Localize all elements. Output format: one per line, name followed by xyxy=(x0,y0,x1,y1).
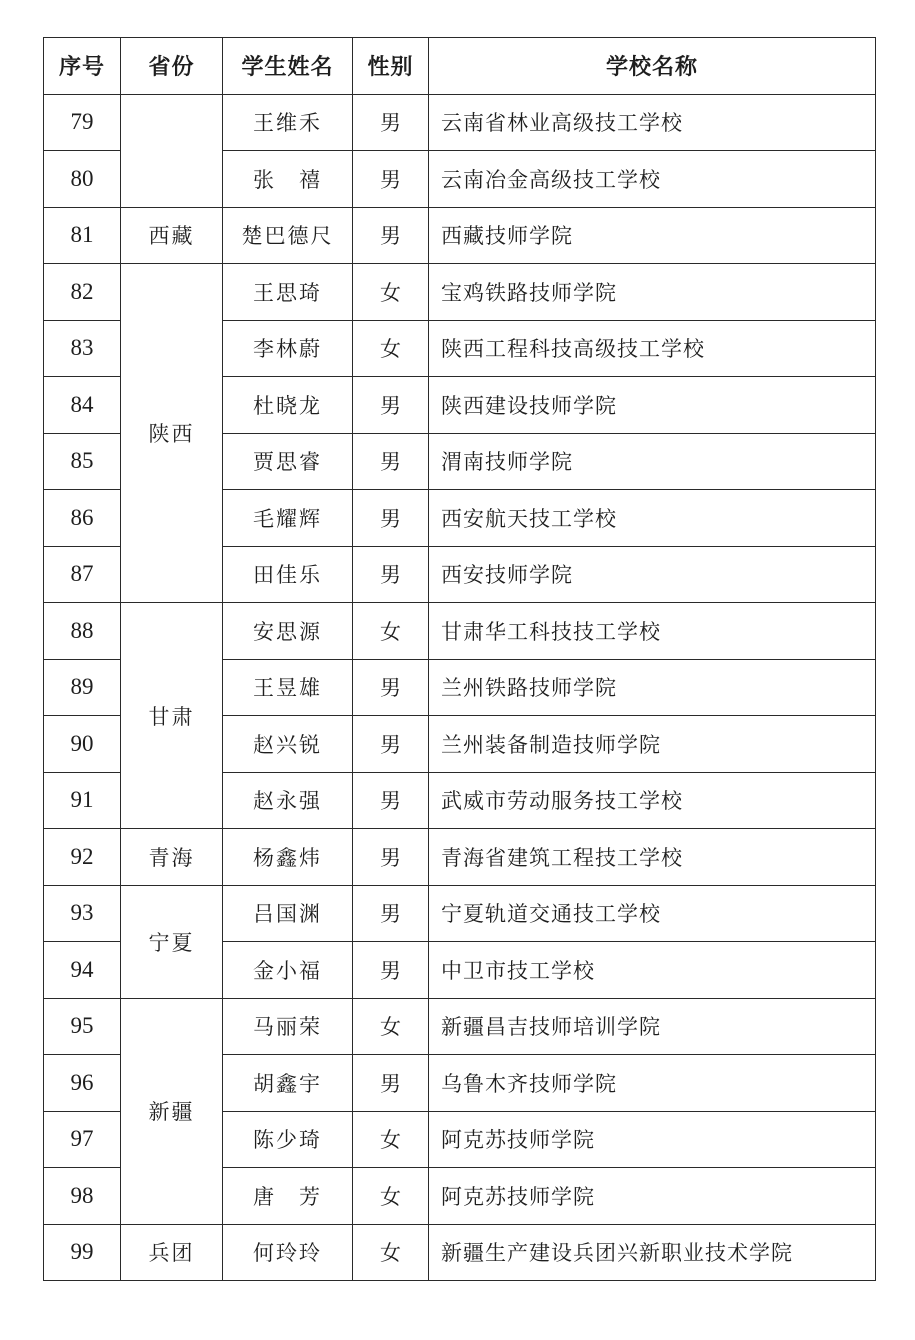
gender-cell: 男 xyxy=(353,94,429,151)
school-name: 兰州铁路技师学院 xyxy=(429,659,876,716)
school-name: 宁夏轨道交通技工学校 xyxy=(429,885,876,942)
gender-cell: 男 xyxy=(353,659,429,716)
student-name: 金小福 xyxy=(223,942,353,999)
header-row xyxy=(44,38,876,95)
school-name: 陕西工程科技高级技工学校 xyxy=(429,320,876,377)
table-row xyxy=(44,207,876,264)
row-number: 89 xyxy=(44,659,121,716)
student-name: 陈少琦 xyxy=(223,1111,353,1168)
gender-cell: 男 xyxy=(353,546,429,603)
school-name: 云南省林业高级技工学校 xyxy=(429,94,876,151)
gender-cell: 男 xyxy=(353,490,429,547)
gender-cell: 男 xyxy=(353,207,429,264)
table-row xyxy=(44,885,876,942)
row-number: 84 xyxy=(44,377,121,434)
province-cell: 陕西 xyxy=(121,264,223,603)
school-name: 渭南技师学院 xyxy=(429,433,876,490)
province-cell xyxy=(121,94,223,207)
student-name: 楚巴德尺 xyxy=(223,207,353,264)
school-name: 西安航天技工学校 xyxy=(429,490,876,547)
table-row xyxy=(44,829,876,886)
gender-cell: 男 xyxy=(353,151,429,208)
student-name: 赵永强 xyxy=(223,772,353,829)
student-name: 吕国渊 xyxy=(223,885,353,942)
school-name: 兰州装备制造技师学院 xyxy=(429,716,876,773)
student-roster-table xyxy=(43,37,876,1281)
student-name: 赵兴锐 xyxy=(223,716,353,773)
gender-cell: 女 xyxy=(353,1224,429,1281)
header-province: 省份 xyxy=(121,38,223,95)
row-number: 97 xyxy=(44,1111,121,1168)
student-name: 胡鑫宇 xyxy=(223,1055,353,1112)
school-name: 乌鲁木齐技师学院 xyxy=(429,1055,876,1112)
gender-cell: 女 xyxy=(353,1111,429,1168)
row-number: 94 xyxy=(44,942,121,999)
row-number: 98 xyxy=(44,1168,121,1225)
table-row xyxy=(44,603,876,660)
school-name: 宝鸡铁路技师学院 xyxy=(429,264,876,321)
row-number: 92 xyxy=(44,829,121,886)
row-number: 79 xyxy=(44,94,121,151)
student-name: 王昱雄 xyxy=(223,659,353,716)
student-name: 王思琦 xyxy=(223,264,353,321)
gender-cell: 女 xyxy=(353,264,429,321)
school-name: 阿克苏技师学院 xyxy=(429,1168,876,1225)
row-number: 95 xyxy=(44,998,121,1055)
table-row xyxy=(44,998,876,1055)
gender-cell: 女 xyxy=(353,998,429,1055)
row-number: 96 xyxy=(44,1055,121,1112)
header-gender: 性别 xyxy=(353,38,429,95)
row-number: 82 xyxy=(44,264,121,321)
student-name: 张 禧 xyxy=(223,151,353,208)
province-cell: 甘肃 xyxy=(121,603,223,829)
school-name: 西安技师学院 xyxy=(429,546,876,603)
gender-cell: 男 xyxy=(353,885,429,942)
student-name: 唐 芳 xyxy=(223,1168,353,1225)
row-number: 90 xyxy=(44,716,121,773)
gender-cell: 男 xyxy=(353,829,429,886)
table-row xyxy=(44,94,876,151)
gender-cell: 女 xyxy=(353,603,429,660)
table-row xyxy=(44,264,876,321)
school-name: 西藏技师学院 xyxy=(429,207,876,264)
row-number: 99 xyxy=(44,1224,121,1281)
gender-cell: 女 xyxy=(353,1168,429,1225)
header-student-name: 学生姓名 xyxy=(223,38,353,95)
row-number: 80 xyxy=(44,151,121,208)
school-name: 阿克苏技师学院 xyxy=(429,1111,876,1168)
school-name: 中卫市技工学校 xyxy=(429,942,876,999)
province-cell: 青海 xyxy=(121,829,223,886)
student-name: 何玲玲 xyxy=(223,1224,353,1281)
header-number: 序号 xyxy=(44,38,121,95)
school-name: 武威市劳动服务技工学校 xyxy=(429,772,876,829)
row-number: 88 xyxy=(44,603,121,660)
table-row xyxy=(44,1224,876,1281)
student-name: 贾思睿 xyxy=(223,433,353,490)
student-name: 杜晓龙 xyxy=(223,377,353,434)
school-name: 甘肃华工科技技工学校 xyxy=(429,603,876,660)
gender-cell: 男 xyxy=(353,433,429,490)
student-name: 马丽荣 xyxy=(223,998,353,1055)
school-name: 新疆昌吉技师培训学院 xyxy=(429,998,876,1055)
gender-cell: 男 xyxy=(353,942,429,999)
row-number: 93 xyxy=(44,885,121,942)
row-number: 87 xyxy=(44,546,121,603)
gender-cell: 男 xyxy=(353,772,429,829)
student-name: 王维禾 xyxy=(223,94,353,151)
student-name: 田佳乐 xyxy=(223,546,353,603)
province-cell: 兵团 xyxy=(121,1224,223,1281)
student-name: 安思源 xyxy=(223,603,353,660)
row-number: 85 xyxy=(44,433,121,490)
student-name: 毛耀辉 xyxy=(223,490,353,547)
school-name: 陕西建设技师学院 xyxy=(429,377,876,434)
school-name: 青海省建筑工程技工学校 xyxy=(429,829,876,886)
row-number: 81 xyxy=(44,207,121,264)
gender-cell: 女 xyxy=(353,320,429,377)
province-cell: 新疆 xyxy=(121,998,223,1224)
row-number: 91 xyxy=(44,772,121,829)
student-name: 杨鑫炜 xyxy=(223,829,353,886)
school-name: 新疆生产建设兵团兴新职业技术学院 xyxy=(429,1224,876,1281)
row-number: 86 xyxy=(44,490,121,547)
school-name: 云南冶金高级技工学校 xyxy=(429,151,876,208)
gender-cell: 男 xyxy=(353,1055,429,1112)
province-cell: 西藏 xyxy=(121,207,223,264)
province-cell: 宁夏 xyxy=(121,885,223,998)
row-number: 83 xyxy=(44,320,121,377)
student-name: 李林蔚 xyxy=(223,320,353,377)
gender-cell: 男 xyxy=(353,716,429,773)
gender-cell: 男 xyxy=(353,377,429,434)
header-school-name: 学校名称 xyxy=(429,38,876,95)
